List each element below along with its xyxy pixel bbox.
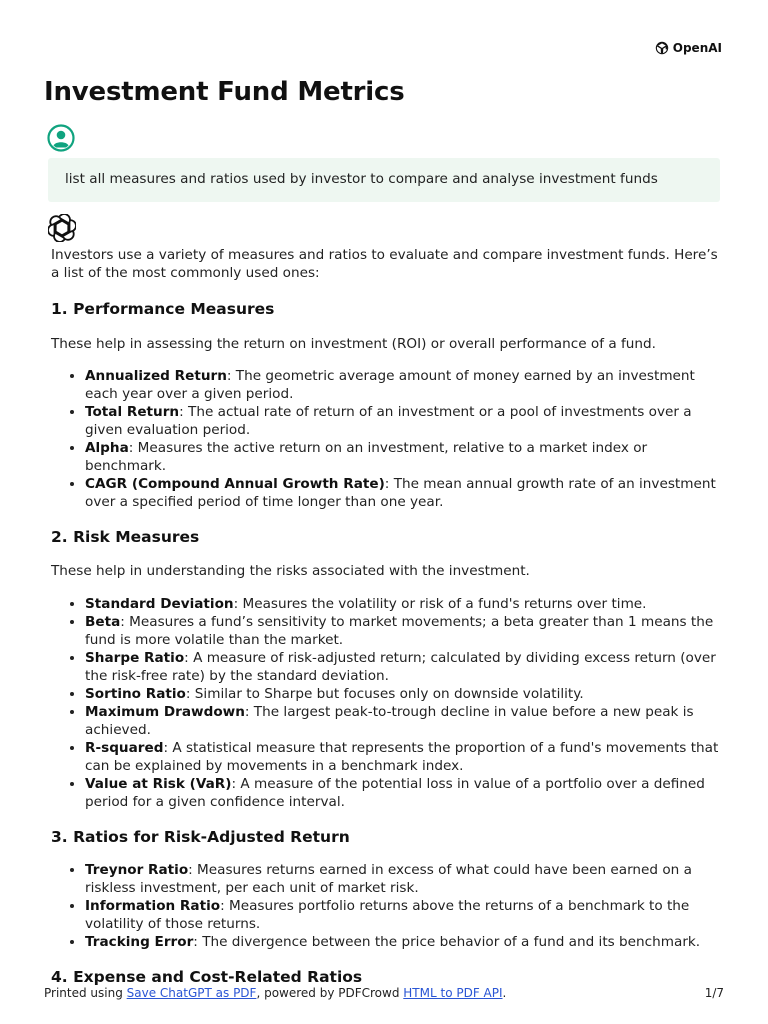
- item-term: Beta: [85, 614, 121, 630]
- section-list: [51, 861, 719, 951]
- section-description: These help in understanding the risks associated with the investment.: [51, 563, 530, 579]
- item-text: : The geometric average amount of money earned by an investment each year over a given period.: [85, 368, 695, 402]
- save-chatgpt-link[interactable]: Save ChatGPT as PDF: [126, 986, 257, 1000]
- item-text: : Measures a fund’s sensitivity to market movements; a beta greater than 1 means the fund is more volatile than the market.: [85, 614, 714, 648]
- item-term: Alpha: [85, 440, 129, 456]
- brand-name: OpenAI: [672, 41, 722, 55]
- section-heading: 2. Risk Measures: [51, 528, 200, 546]
- list-item: [85, 703, 719, 739]
- section-heading: 1. Performance Measures: [51, 300, 275, 318]
- chatgpt-icon: [48, 214, 76, 242]
- item-term: Information Ratio: [85, 898, 221, 914]
- list-item: [85, 685, 719, 703]
- response-content: [51, 246, 719, 986]
- list-item: [85, 367, 719, 403]
- list-item: [85, 897, 719, 933]
- item-text: : A measure of risk-adjusted return; calculated by dividing excess return (over the risk-free rate) by the standard deviation.: [85, 650, 716, 684]
- intro-text: Investors use a variety of measures and ratios to evaluate and compare investment funds. Here’s a list of the most commonly used ones:: [51, 247, 718, 281]
- list-item: [85, 439, 719, 475]
- openai-logo-icon: [654, 40, 670, 56]
- list-item: [85, 403, 719, 439]
- item-term: Total Return: [85, 404, 180, 420]
- item-text: : Measures the volatility or risk of a fund's returns over time.: [233, 596, 647, 612]
- html-to-pdf-link[interactable]: HTML to PDF API: [403, 986, 503, 1000]
- item-text: : The divergence between the price behavior of a fund and its benchmark.: [193, 934, 701, 950]
- item-term: Tracking Error: [85, 934, 194, 950]
- item-term: Sortino Ratio: [85, 686, 186, 702]
- item-term: CAGR (Compound Annual Growth Rate): [85, 476, 385, 492]
- item-text: : Similar to Sharpe but focuses only on downside volatility.: [185, 686, 584, 702]
- footer-middle: , powered by PDFCrowd: [256, 986, 404, 1000]
- item-term: Annualized Return: [85, 368, 227, 384]
- footer: [44, 986, 724, 1000]
- item-term: Standard Deviation: [85, 596, 234, 612]
- item-text: : The actual rate of return of an investment or a pool of investments over a given evaluation period.: [85, 404, 692, 438]
- item-term: Treynor Ratio: [85, 862, 189, 878]
- section-list: [51, 367, 719, 511]
- list-item: [85, 595, 719, 613]
- prompt-text: list all measures and ratios used by investor to compare and analyse investment funds: [65, 171, 658, 187]
- item-term: Value at Risk (VaR): [85, 776, 232, 792]
- item-text: : A measure of the potential loss in value of a portfolio over a defined period for a given confidence interval.: [85, 776, 705, 810]
- list-item: [85, 861, 719, 897]
- item-text: : The mean annual growth rate of an investment over a specified period of time longer than one year.: [85, 476, 716, 510]
- section-description: These help in assessing the return on investment (ROI) or overall performance of a fund.: [51, 336, 656, 352]
- item-text: : Measures portfolio returns above the returns of a benchmark to the volatility of those returns.: [85, 898, 690, 932]
- list-item: [85, 775, 719, 811]
- item-text: : The largest peak-to-trough decline in value before a new peak is achieved.: [85, 704, 694, 738]
- section-heading: 4. Expense and Cost-Related Ratios: [51, 968, 363, 986]
- page-number: 1/7: [704, 986, 724, 1000]
- user-avatar-icon: [47, 124, 75, 152]
- item-term: Maximum Drawdown: [85, 704, 245, 720]
- openai-logo: [654, 40, 722, 56]
- section-heading: 3. Ratios for Risk-Adjusted Return: [51, 828, 350, 846]
- list-item: [85, 649, 719, 685]
- footer-prefix: Printed using: [44, 986, 127, 1000]
- list-item: [85, 933, 719, 951]
- section-list: [51, 595, 719, 811]
- list-item: [85, 613, 719, 649]
- item-text: : Measures returns earned in excess of what could have been earned on a riskless investment, per each unit of market risk.: [85, 862, 692, 896]
- list-item: [85, 475, 719, 511]
- item-text: : Measures the active return on an investment, relative to a market index or benchmark.: [85, 440, 648, 474]
- item-text: : A statistical measure that represents the proportion of a fund's movements that can be explained by movements in a benchmark index.: [85, 740, 719, 774]
- item-term: R-squared: [85, 740, 164, 756]
- user-prompt: [48, 158, 720, 202]
- item-term: Sharpe Ratio: [85, 650, 185, 666]
- page-title: Investment Fund Metrics: [44, 77, 405, 107]
- footer-suffix: .: [502, 986, 507, 1000]
- footer-credit: [44, 986, 506, 1000]
- list-item: [85, 739, 719, 775]
